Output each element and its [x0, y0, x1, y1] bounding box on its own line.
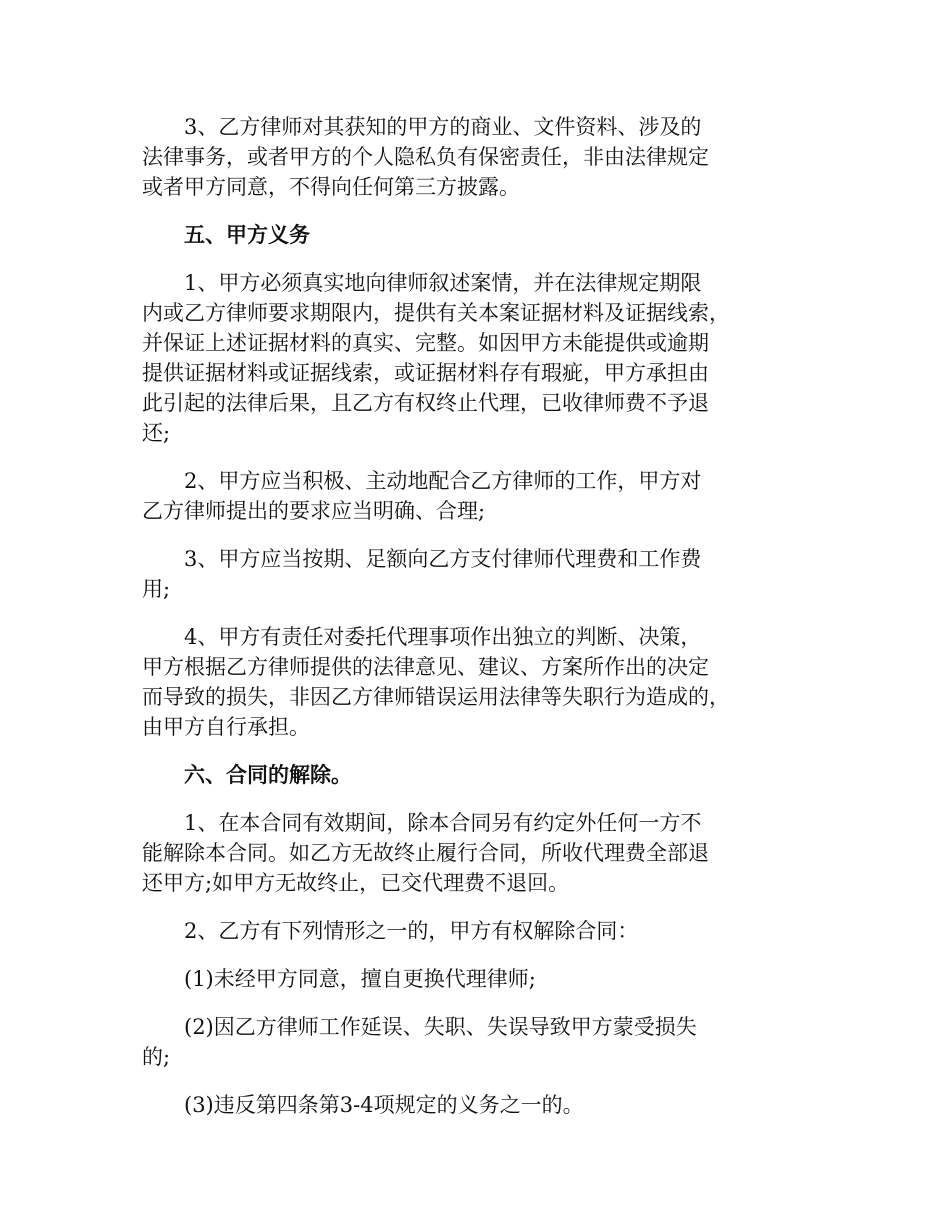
text-line: 法律事务，或者甲方的个人隐私负有保密责任，非由法律规定: [142, 145, 709, 169]
clause-6-2: [142, 916, 824, 946]
text-line: 还甲方;如甲方无故终止，已交代理费不退回。: [142, 871, 570, 895]
clause-5-1: [142, 268, 824, 448]
text-line: 能解除本合同。如乙方无故终止履行合同，所收代理费全部退: [142, 841, 709, 865]
text-line: (1)未经甲方同意，擅自更换代理律师;: [184, 967, 536, 991]
text-line: 由甲方自行承担。: [142, 715, 310, 739]
clause-6-1: [142, 808, 824, 898]
text-line: 4、甲方有责任对委托代理事项作出独立的判断、决策，: [184, 625, 702, 649]
text-line: 乙方律师提出的要求应当明确、合理;: [142, 499, 486, 523]
clause-5-3: [142, 544, 824, 604]
text-line: 1、在本合同有效期间，除本合同另有约定外任何一方不: [184, 811, 702, 835]
text-line: 并保证上述证据材料的真实、完整。如因甲方未能提供或逾期: [142, 331, 709, 355]
text-line: 3、乙方律师对其获知的甲方的商业、文件资料、涉及的: [184, 115, 702, 139]
text-line: 2、甲方应当积极、主动地配合乙方律师的工作，甲方对: [184, 469, 702, 493]
text-line: 2、乙方有下列情形之一的，甲方有权解除合同：: [184, 919, 639, 943]
text-line: (2)因乙方律师工作延误、失职、失误导致甲方蒙受损失: [184, 1015, 697, 1039]
clause-6-2-1: [142, 964, 824, 994]
text-line: 内或乙方律师要求期限内，提供有关本案证据材料及证据线索，: [142, 301, 730, 325]
clause-4-3: [142, 112, 824, 202]
text-line: 而导致的损失，非因乙方律师错误运用法律等失职行为造成的，: [142, 685, 730, 709]
text-line: 1、甲方必须真实地向律师叙述案情，并在法律规定期限: [184, 271, 702, 295]
text-line: 用;: [142, 577, 171, 601]
text-line: 的;: [142, 1045, 171, 1069]
text-line: 还;: [142, 421, 171, 445]
text-line: 3、甲方应当按期、足额向乙方支付律师代理费和工作费: [184, 547, 702, 571]
text-line: 或者甲方同意，不得向任何第三方披露。: [142, 175, 520, 199]
section-6-heading: 六、合同的解除。: [184, 763, 352, 787]
clause-6-2-3: [142, 1090, 824, 1120]
clause-5-4: [142, 622, 824, 742]
text-line: 甲方根据乙方律师提供的法律意见、建议、方案所作出的决定: [142, 655, 709, 679]
text-line: 此引起的法律后果，且乙方有权终止代理，已收律师费不予退: [142, 391, 709, 415]
clause-5-2: [142, 466, 824, 526]
text-line: 提供证据材料或证据线索，或证据材料存有瑕疵，甲方承担由: [142, 361, 709, 385]
section-5-heading: 五、甲方义务: [184, 223, 310, 247]
clause-6-2-2: [142, 1012, 824, 1072]
text-line: (3)违反第四条第3-4项规定的义务之一的。: [184, 1093, 584, 1117]
